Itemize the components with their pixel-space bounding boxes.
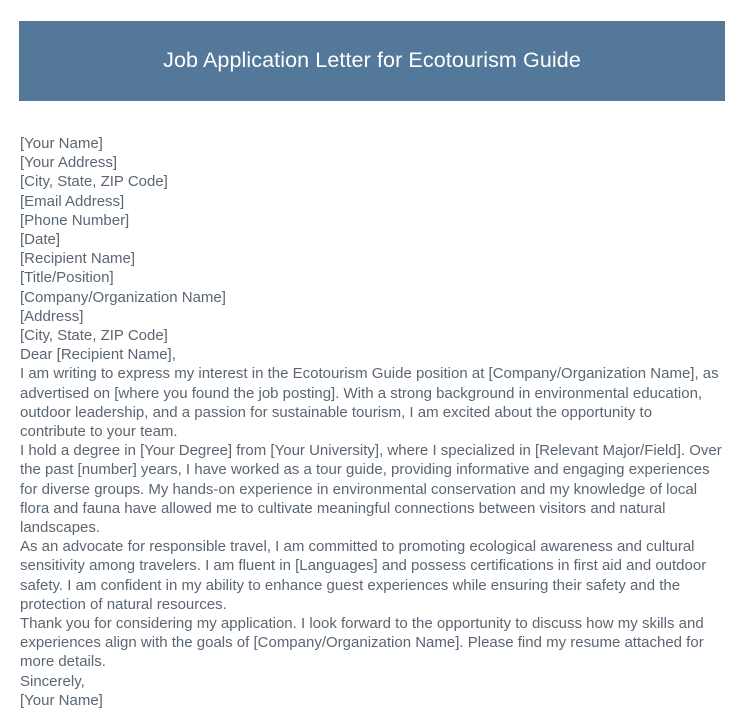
sender-name: [Your Name] [20, 135, 103, 152]
recipient-title: [Title/Position] [20, 269, 114, 287]
letter-date: [Date] [20, 231, 61, 249]
letter-paragraph-4: Thank you for considering my application. I look forward to the opportunity to discuss how my skills and experiences align with the goals of [Company/Organization Name]. Please find my resume attached for more details. [20, 615, 704, 671]
sender-email: [Email Address] [20, 192, 125, 210]
letter-paragraph-3: As an advocate for responsible travel, I am committed to promoting ecological awareness and cultural sensitivity among travelers. I am fluent in [Languages] and possess certifications in first aid and outdoor safety. I am confident in my ability to enhance guest experiences while ensuring their safety and the protection of natural resources. [20, 538, 707, 613]
recipient-address: [Address] [20, 307, 84, 325]
letter-paragraph-2: I hold a degree in [Your Degree] from [Your University], where I specialized in [Relevant Major/Field]. Over the past [number] years, I have worked as a tour guide, providing informative and engaging experiences for diverse groups. My hands-on experience in environmental conservation and my knowledge of local flora and fauna have allowed me to cultivate meaningful connections between visitors and natural landscapes. [20, 442, 722, 537]
page-title: Job Application Letter for Ecotourism Guide [163, 48, 581, 73]
signature-name: [Your Name] [20, 691, 103, 709]
closing-salutation: Sincerely, [20, 672, 85, 690]
header-banner [19, 21, 725, 101]
sender-address: [Your Address] [20, 154, 118, 172]
recipient-name: [Recipient Name] [20, 250, 136, 268]
recipient-company: [Company/Organization Name] [20, 288, 226, 306]
sender-phone: [Phone Number] [20, 211, 130, 229]
sender-city-state-zip: [City, State, ZIP Code] [20, 173, 168, 191]
letter-body [20, 134, 722, 710]
letter-paragraph-1: I am writing to express my interest in the Ecotourism Guide position at [Company/Organization Name], as advertised on [where you found the job posting]. With a strong background in environmental education, outdoor leadership, and a passion for sustainable tourism, I am excited about the opportunity to contribute to your team. [20, 365, 719, 441]
recipient-city-state-zip: [City, State, ZIP Code] [20, 327, 168, 345]
salutation: Dear [Recipient Name], [20, 346, 176, 364]
